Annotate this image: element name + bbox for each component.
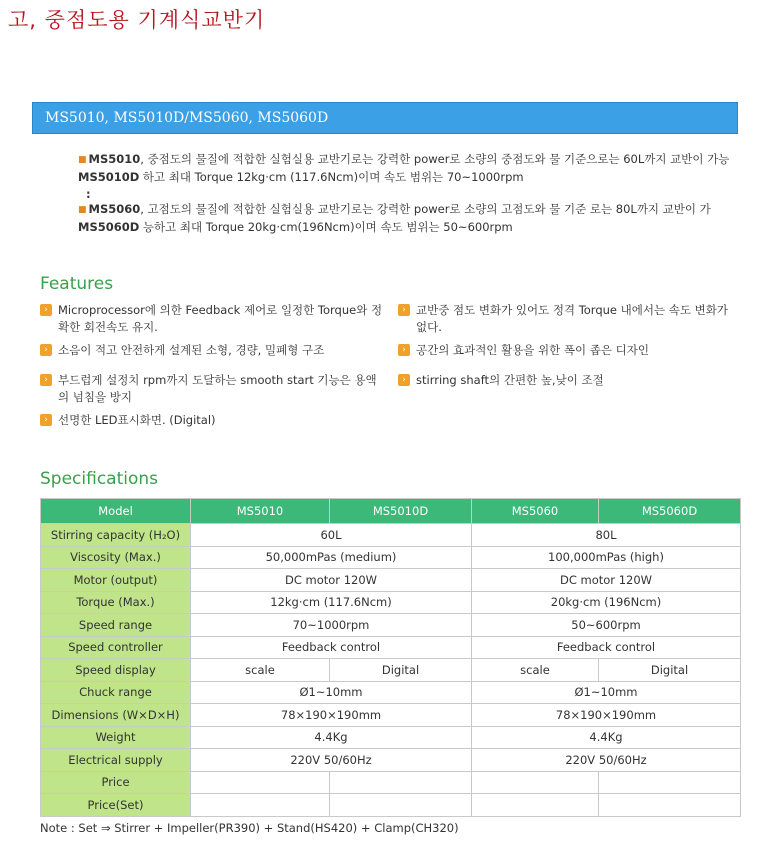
model-title-text: MS5010, MS5010D/MS5060, MS5060D (45, 110, 329, 126)
row-label: Electrical supply (41, 749, 191, 772)
chevron-right-icon: › (398, 304, 410, 316)
row-label: Price(Set) (41, 794, 191, 817)
value-cell: 80L (472, 524, 741, 547)
header-cell: MS5060 (472, 499, 599, 524)
value-cell (330, 771, 472, 794)
value-cell (191, 771, 330, 794)
row-label: Motor (output) (41, 569, 191, 592)
description-ms5010: ■ MS5010, 중점도의 물질에 적합한 실험실용 교반기로는 강력한 power로 소량의 중점도와 물 기준으로는 60L까지 교반이 가능 MS5010D 하고 최대 Torque 12kg·cm (117.6Ncm)이며 속도 범위는 70~1000rpm : (78, 152, 730, 201)
table-row (41, 681, 741, 704)
value-cell: 50~600rpm (472, 614, 741, 637)
value-cell (330, 794, 472, 817)
chevron-right-icon: › (398, 344, 410, 356)
feature-item: › 공간의 효과적인 활용을 위한 폭이 좁은 디자인 (398, 342, 728, 359)
value-cell (191, 794, 330, 817)
value-cell: Digital (599, 659, 741, 682)
table-row (41, 591, 741, 614)
value-cell: scale (191, 659, 330, 682)
value-cell (472, 794, 599, 817)
table-header-row (41, 499, 741, 524)
value-cell: Feedback control (191, 636, 472, 659)
row-label: Dimensions (W×D×H) (41, 704, 191, 727)
value-cell: Digital (330, 659, 472, 682)
bullet-icon: ■ (78, 205, 87, 215)
feature-item: › Microprocessor에 의한 Feedback 제어로 일정한 Torque와 정확한 회전속도 유지. (40, 302, 385, 336)
row-label: Speed controller (41, 636, 191, 659)
row-label: Speed range (41, 614, 191, 637)
spec-table (40, 498, 741, 817)
value-cell: 60L (191, 524, 472, 547)
table-row (41, 704, 741, 727)
specifications-heading: Specifications (40, 469, 159, 489)
table-row (41, 546, 741, 569)
row-label: Chuck range (41, 681, 191, 704)
description-ms5060: ■ MS5060, 고점도의 물질에 적합한 실험실용 교반기로는 강력한 power로 소량의 고점도와 물 기준 로는 80L까지 교반이 가 MS5060D 능하고 최대 Torque 20kg·cm(196Ncm)이며 속도 범위는 50~600rpm (78, 202, 711, 234)
value-cell: scale (472, 659, 599, 682)
feature-item: › stirring shaft의 간편한 높,낮이 조절 (398, 372, 728, 389)
header-cell: MS5010 (191, 499, 330, 524)
table-row (41, 771, 741, 794)
table-row (41, 524, 741, 547)
value-cell: 50,000mPas (medium) (191, 546, 472, 569)
table-row (41, 614, 741, 637)
features-heading: Features (40, 274, 114, 294)
feature-item: › 선명한 LED표시화면. (Digital) (40, 412, 385, 429)
value-cell: 20kg·cm (196Ncm) (472, 591, 741, 614)
value-cell (599, 771, 741, 794)
table-row (41, 636, 741, 659)
model-title-bar (32, 102, 738, 134)
value-cell (472, 771, 599, 794)
feature-item: › 부드럽게 설정치 rpm까지 도달하는 smooth start 기능은 용액의 넘침을 방지 (40, 372, 385, 406)
row-label: Stirring capacity (H₂O) (41, 524, 191, 547)
row-label: Price (41, 771, 191, 794)
value-cell: 4.4Kg (472, 726, 741, 749)
value-cell: DC motor 120W (472, 569, 741, 592)
header-cell: MS5060D (599, 499, 741, 524)
value-cell: Feedback control (472, 636, 741, 659)
table-row (41, 794, 741, 817)
chevron-right-icon: › (40, 374, 52, 386)
feature-item: › 소음이 적고 안전하게 설계된 소형, 경량, 밀폐형 구조 (40, 342, 385, 359)
chevron-right-icon: › (40, 304, 52, 316)
value-cell: 70~1000rpm (191, 614, 472, 637)
row-label: Speed display (41, 659, 191, 682)
value-cell (599, 794, 741, 817)
bullet-icon: ■ (78, 155, 87, 165)
value-cell: Ø1~10mm (472, 681, 741, 704)
value-cell: 220V 50/60Hz (472, 749, 741, 772)
row-label: Weight (41, 726, 191, 749)
value-cell: 4.4Kg (191, 726, 472, 749)
table-row (41, 569, 741, 592)
chevron-right-icon: › (40, 344, 52, 356)
value-cell: DC motor 120W (191, 569, 472, 592)
value-cell: 12kg·cm (117.6Ncm) (191, 591, 472, 614)
chevron-right-icon: › (398, 374, 410, 386)
value-cell: 78×190×190mm (472, 704, 741, 727)
value-cell: Ø1~10mm (191, 681, 472, 704)
value-cell: 100,000mPas (high) (472, 546, 741, 569)
page-title: 고, 중점도용 기계식교반기 (8, 8, 266, 32)
table-row (41, 659, 741, 682)
table-row (41, 726, 741, 749)
header-cell: MS5010D (330, 499, 472, 524)
table-row (41, 749, 741, 772)
header-cell: Model (41, 499, 191, 524)
note-text: Note : Set ⇒ Stirrer + Impeller(PR390) + Stand(HS420) + Clamp(CH320) (40, 821, 459, 835)
chevron-right-icon: › (40, 414, 52, 426)
row-label: Torque (Max.) (41, 591, 191, 614)
feature-item: › 교반중 점도 변화가 있어도 정격 Torque 내에서는 속도 변화가 없다. (398, 302, 728, 336)
value-cell: 220V 50/60Hz (191, 749, 472, 772)
row-label: Viscosity (Max.) (41, 546, 191, 569)
value-cell: 78×190×190mm (191, 704, 472, 727)
